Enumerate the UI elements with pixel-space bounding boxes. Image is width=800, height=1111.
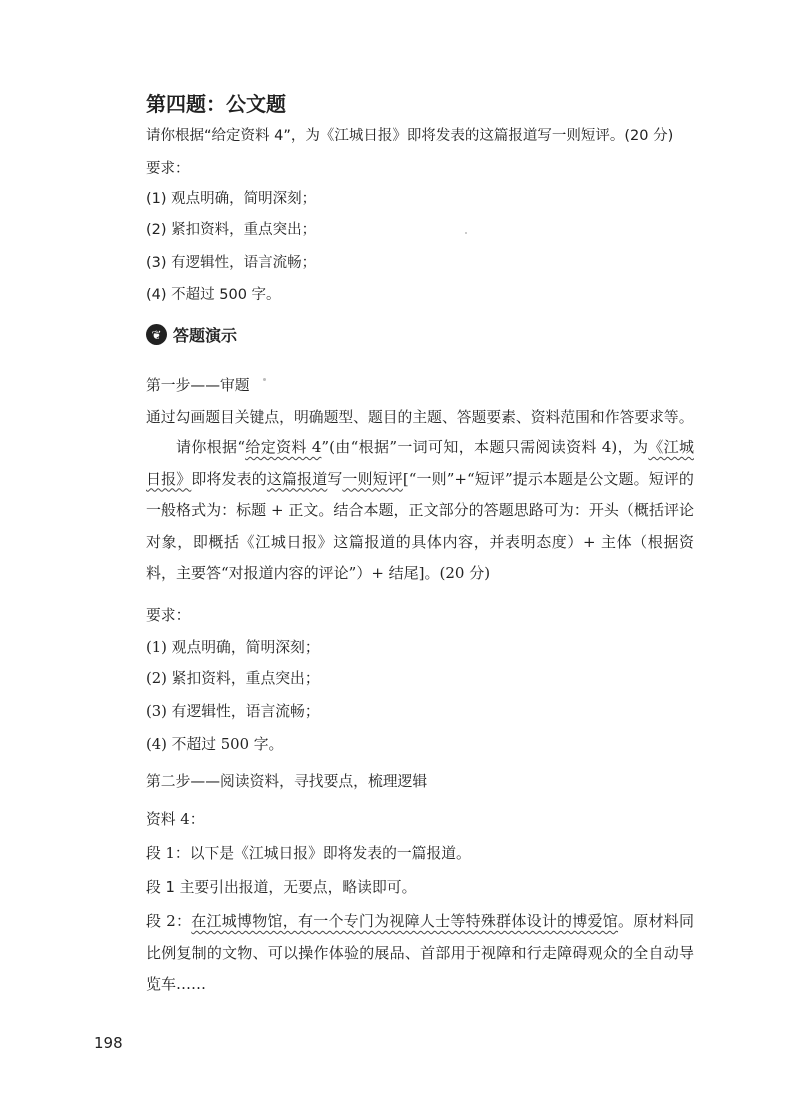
page-number: 198 <box>94 1034 123 1052</box>
scan-speck <box>263 378 266 381</box>
material-paragraph-2: 段 2：在江城博物馆，有一个专门为视障人士等特殊群体设计的博爱馆。原材料同比例复制的文物、可以操作体验的展品、首部用于视障和行走障碍观众的全自动导览车…… <box>146 912 694 993</box>
requirement-item: (4) 不超过 500 字。 <box>146 287 281 303</box>
requirement-item: (1) 观点明确，简明深刻； <box>146 639 320 656</box>
section-header <box>146 323 237 346</box>
requirements-label: 要求： <box>146 607 191 624</box>
keyword-report: 这篇报道 <box>266 469 328 488</box>
requirement-item: (4) 不超过 500 字。 <box>146 736 284 753</box>
leaf-badge-icon: ❦ <box>146 324 167 345</box>
step1-analysis-paragraph: 请你根据“给定资料 4”(由“根据”一词可知，本题只需阅读资料 4)，为《江城日报》即将发表的这篇报道写一则短评[“一则”+“短评”提示本题是公文题。短评的一般格式为：标题 + 正文。结合本题，正文部分的答题思路可为：开头（概括评论对象，即概括《江城日报》这篇报道的具体内容，并表明态度）+ 主体（根据资料，主要答“对报道内容的评论”）+ 结尾]。(20 分) <box>146 438 694 582</box>
step1-heading: 第一步——审题 <box>146 377 250 394</box>
material-note: 段 1 主要引出报道，无要点，略读即可。 <box>146 879 417 896</box>
keyword-newspaper: 《江城日报》 <box>146 438 694 488</box>
step2-heading: 第二步——阅读资料，寻找要点，梳理逻辑 <box>146 773 428 790</box>
keyword-museum: 在江城博物馆，有一个专门为视障人士等特殊群体设计的博爱馆 <box>191 912 619 930</box>
material-label: 资料 4： <box>146 811 205 828</box>
material-paragraph: 段 1：以下是《江城日报》即将发表的一篇报道。 <box>146 845 471 862</box>
requirement-item: (3) 有逻辑性，语言流畅； <box>146 703 320 720</box>
requirement-item: (2) 紧扣资料，重点突出； <box>146 670 320 687</box>
requirement-item: (1) 观点明确，简明深刻； <box>146 191 317 207</box>
keyword-short-comment: 一则短评 <box>342 469 403 488</box>
requirements-label: 要求： <box>146 161 190 177</box>
question-title: 第四题：公文题 <box>146 92 286 116</box>
step1-intro: 通过勾画题目关键点，明确题型、题目的主题、答题要素、资料范围和作答要求等。 <box>146 409 694 426</box>
requirement-item: (2) 紧扣资料，重点突出； <box>146 222 317 238</box>
section-title: 答题演示 <box>173 326 238 345</box>
requirement-item: (3) 有逻辑性，语言流畅； <box>146 255 317 271</box>
keyword-material: 给定资料 4 <box>245 438 322 456</box>
scan-speck <box>465 232 467 234</box>
question-prompt: 请你根据“给定资料 4”，为《江城日报》即将发表的这篇报道写一则短评。(20 分) <box>146 128 674 144</box>
